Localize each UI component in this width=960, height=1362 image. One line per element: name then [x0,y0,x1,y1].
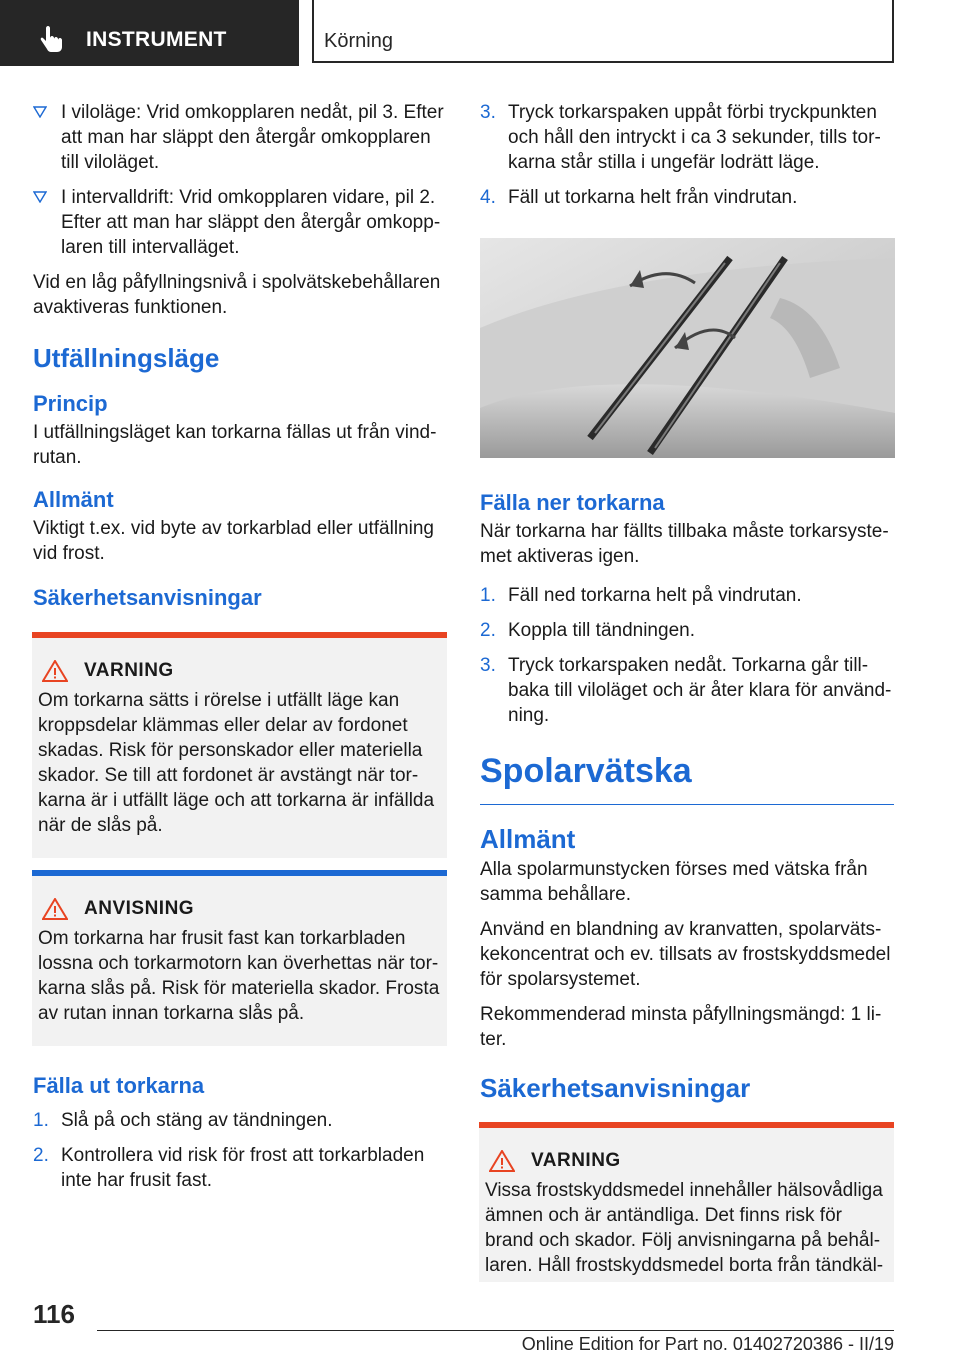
footer-edition: Online Edition for Part no. 01402720386 - II/19 [521,1334,894,1354]
list-item [480,653,894,728]
left-column [33,100,447,1203]
allmant-text: Viktigt t.ex. vid byte av torkarblad eller utfällning vid frost. [33,518,434,564]
list-item [480,185,894,210]
triangle-bullet-icon [33,106,47,118]
step-text: Fäll ned torkarna helt på vindrutan. [508,585,802,606]
heading-princip: Princip [33,391,108,416]
list-item [33,185,447,260]
page-number: 116 [33,1299,75,1329]
step-text: Tryck torkarspaken uppåt förbi tryckpunkten och håll den intryckt i ca 3 sekunder, tills torkarna står stilla i ungefär lodrätt läge. [508,102,881,173]
heading-sakerhetsanvisningar: Säkerhetsanvisningar [33,585,262,610]
spolar-text-3: Rekommenderad minsta påfyllningsmängd: 1 liter. [480,1004,882,1050]
heading-rule [480,804,894,805]
spolar-text-2: Använd en blandning av kranvatten, spolarvätskekoncentrat och ev. tillsats av frostskyddsmedel för spolarsystemet. [480,919,891,990]
step-text: Koppla till tändningen. [508,620,695,641]
heading-falla-ner: Fälla ner torkarna [480,490,665,515]
step-number: 2. [480,620,496,641]
right-column [480,100,894,1282]
list-item [33,1143,447,1193]
section-tab [0,0,299,66]
list-item [480,583,894,608]
list-item [33,1108,447,1133]
footer-rule [97,1330,894,1331]
warning-text: Om torkarna sätts i rörelse i utfällt läge kan kroppsdelar klämmas eller delar av fordonet skadas. Risk för personskador eller materiella skador. Se till att fordonet är avstängt när torkarna är i utfällt läge och att torkarna är infällda när de slås på. [38,690,435,836]
step-number: 3. [480,102,496,123]
heading-spolarvatska: Spolarvätska [480,752,692,790]
section-tab-label: INSTRUMENT [86,28,227,51]
triangle-bullet-icon [33,191,47,203]
heading-falla-ut: Fälla ut torkarna [33,1073,205,1098]
chapter-box [312,0,894,63]
step-text: Slå på och stäng av tändningen. [61,1110,333,1131]
step-number: 2. [33,1145,49,1166]
warning-triangle-icon [489,1150,515,1172]
warning-title: VARNING [531,1150,621,1171]
list-item [480,100,894,175]
step-number: 1. [33,1110,49,1131]
list-item [480,618,894,643]
warning-box-2 [479,1122,894,1282]
warning-box [32,632,447,858]
note-text: Vid en låg påfyllningsnivå i spolvätskebehållaren avaktiveras funktionen. [33,272,441,318]
page-header [0,0,960,66]
heading-utfallningslage: Utfällningsläge [33,343,220,373]
heading-allmant-2: Allmänt [480,824,576,854]
list-item [33,100,447,175]
step-text: Kontrollera vid risk för frost att torkarbladen inte har frusit fast. [61,1145,425,1191]
warning-title: VARNING [84,660,174,681]
chapter-label: Körning [324,30,393,52]
step-text: Tryck torkarspaken nedåt. Torkarna går tillbaka till viloläget och är åter klara för användning. [508,655,892,726]
falla-ner-text: När torkarna har fällts tillbaka måste torkarsystemet aktiveras igen. [480,521,889,567]
step-number: 1. [480,585,496,606]
warning-text: Vissa frostskyddsmedel innehåller hälsovådliga ämnen och är antändliga. Det finns risk för brand och skador. Följ anvisningarna på behållaren. Håll frostskyddsmedel borta från tändkäl- [485,1180,884,1276]
warning-triangle-icon [42,660,68,682]
spolar-text-1: Alla spolarmunstycken förses med vätska från samma behållare. [480,859,868,905]
step-number: 4. [480,187,496,208]
step-text: Fäll ut torkarna helt från vindrutan. [508,187,798,208]
list-item-text: I viloläge: Vrid omkopplaren nedåt, pil 3. Efter att man har släppt den återgår omkopplaren till viloläget. [61,102,444,173]
notice-text: Om torkarna har frusit fast kan torkarbladen lossna och torkarmotorn kan överhettas när torkarna slås på. Risk för materiella skador. Frosta av rutan innan torkarna slås på. [38,928,440,1024]
notice-box [32,870,447,1046]
list-item-text: I intervalldrift: Vrid omkopplaren vidare, pil 2. Efter att man har släppt den återgår omkopplaren till intervalläget. [61,187,441,258]
wiper-illustration [480,238,895,458]
notice-title: ANVISNING [84,898,195,919]
step-number: 3. [480,655,496,676]
princip-text: I utfällningsläget kan torkarna fällas ut från vindrutan. [33,422,437,468]
heading-sakerhetsanvisningar-2: Säkerhetsanvisningar [480,1073,751,1103]
hand-pointer-icon [38,26,66,54]
warning-triangle-icon [42,898,68,920]
heading-allmant: Allmänt [33,487,114,512]
